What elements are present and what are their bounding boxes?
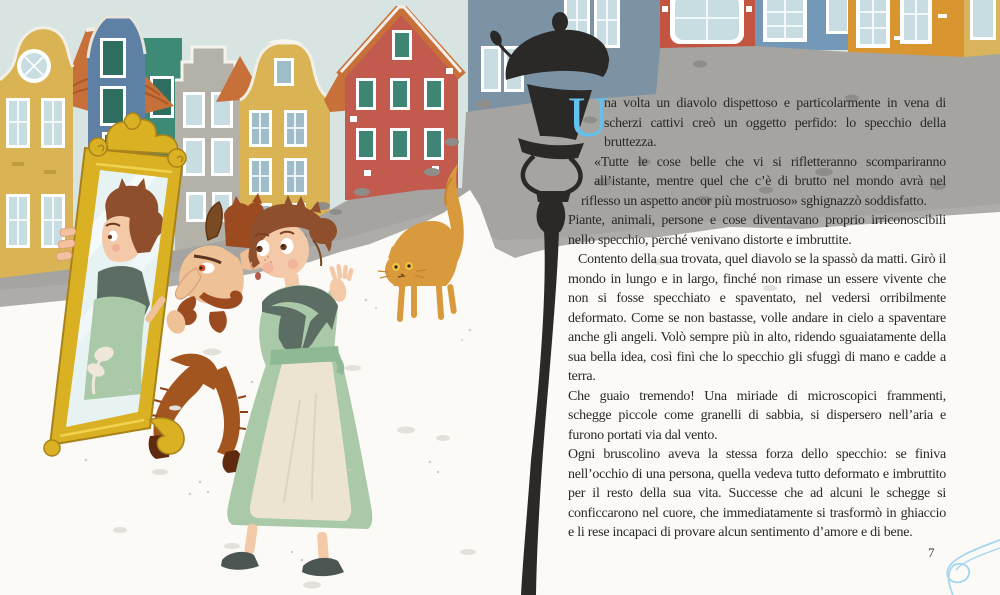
lamppost-wrap-spacer bbox=[568, 153, 594, 173]
paragraph-quote: «Tutte le cose belle che vi si rifletteranno scompariranno all’istante, mentre quel che c’è di brutto nel mondo avrà nel riflesso un aspetto ancor più mostruoso» sghignazzò soddisfatto. bbox=[568, 153, 946, 212]
drop-cap-letter: U bbox=[568, 86, 609, 149]
paragraph-opening bbox=[568, 86, 946, 153]
corner-flourish bbox=[940, 533, 1000, 595]
paragraph-mirror-shatters: Che guaio tremendo! Una miriade di microscopici frammenti, schegge piccole come granelli di sabbia, si dispersero nell’aria e furono portati via dal vento. bbox=[568, 388, 946, 443]
paragraph-splinters: Ogni bruscolino aveva la stessa forza dello specchio: se finiva nell’occhio di una persona, quella vedeva tutto deformato e imbruttito per il resto della sua vita. Successe che ad alcuni le schegge si conficcarono nel cuore, che immediatamente si trasformò in ghiaccio e li rese incapaci di provare alcun sentimento d’amore e di bene. bbox=[568, 447, 946, 540]
paragraph-mirror-effect: Piante, animali, persone e cose diventavano proprio irriconoscibili nello specchio, perché venivano distorte e imbruttite. bbox=[568, 213, 946, 248]
paragraph-devil-journey: Contento della sua trovata, quel diavolo se la spassò da matti. Girò il mondo in lungo e in largo, finché non rimase un essere vivente che non si fosse specchiato e spaventato, nel vedersi orribilmente deformato. Come se non bastasse, volle andare in cielo a spaventare anche gli angeli. Volò sempre più in alto, ridendo sguaiatamente della sua bella idea, così finì che lo specchio gli sfuggì di mano e cadde a terra. bbox=[568, 252, 946, 384]
paragraph-opening-text: na volta un diavolo dispettoso e particolarmente in vena di scherzi cattivi creò un oggetto perfido: lo specchio della bruttezza. bbox=[604, 96, 946, 150]
page-number: 7 bbox=[928, 545, 935, 560]
cat-head bbox=[385, 253, 419, 287]
lamppost-wrap-spacer bbox=[568, 173, 581, 193]
story-text-column bbox=[568, 86, 946, 543]
